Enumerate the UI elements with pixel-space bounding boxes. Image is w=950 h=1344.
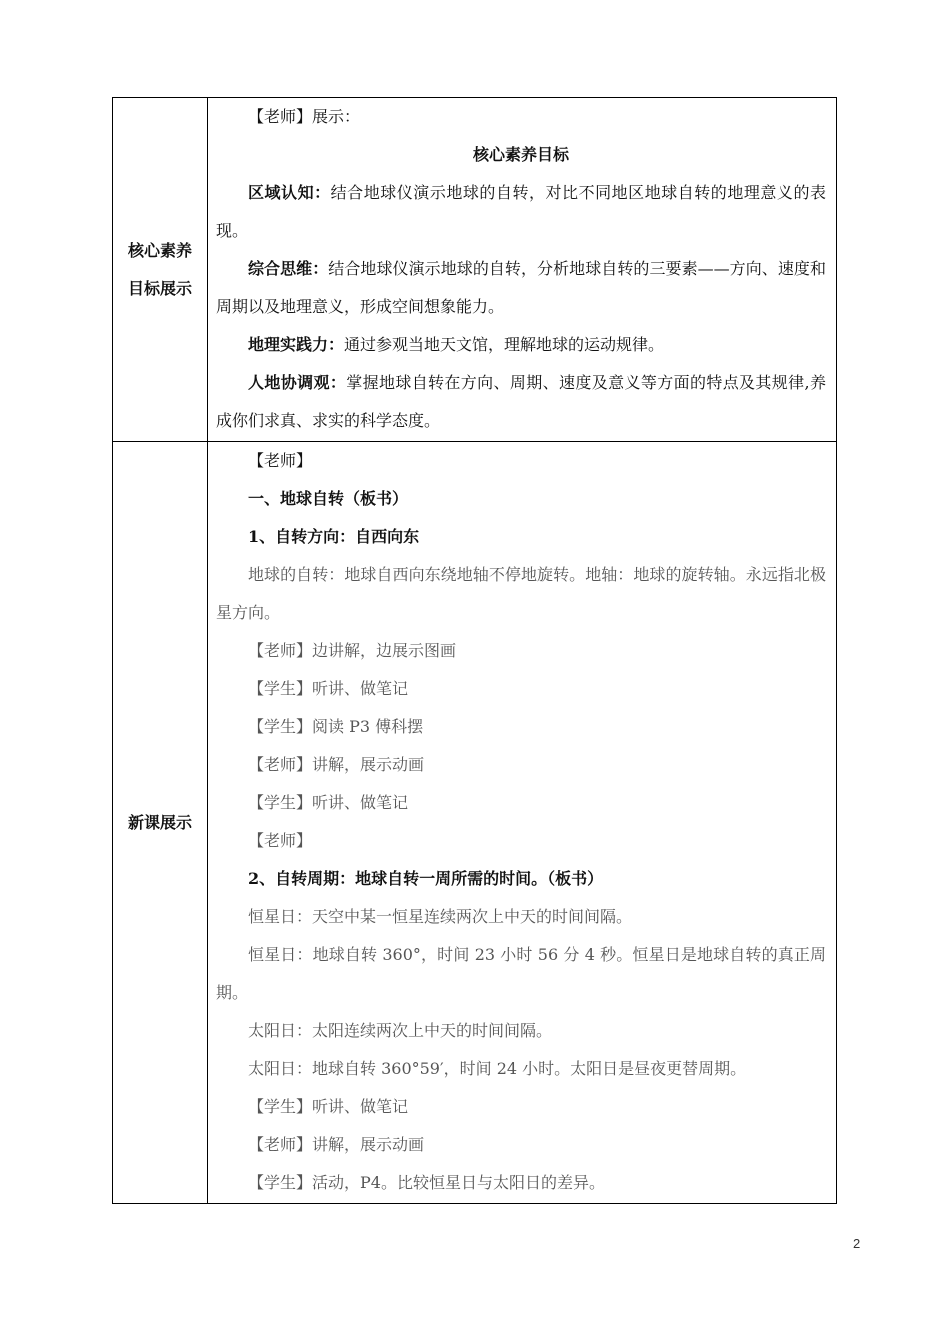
lesson-line: 【老师】讲解，展示动画 bbox=[248, 1135, 425, 1154]
goal-text: 掌握地球自转在方向、周期、速度及意义等方面的特点及其规律,养成你们求真、求实的科学态度。 bbox=[216, 373, 826, 430]
goal-text: 结合地球仪演示地球的自转，对比不同地区地球自转的地理意义的表现。 bbox=[216, 183, 826, 240]
lesson-line: 【学生】阅读 P3 傅科摆 bbox=[248, 717, 424, 736]
lesson-line: 恒星日：天空中某一恒星连续两次上中天的时间间隔。 bbox=[248, 907, 633, 926]
core-literacy-label-cell bbox=[113, 98, 208, 442]
lesson-line: 【学生】听讲、做笔记 bbox=[248, 793, 409, 812]
goal-item-practice bbox=[216, 326, 826, 364]
core-literacy-label-line2: 目标展示 bbox=[127, 278, 192, 298]
goal-item-thinking bbox=[216, 250, 826, 326]
lesson-line: 【老师】 bbox=[248, 831, 313, 850]
page-number: 2 bbox=[853, 1236, 861, 1251]
new-lesson-label: 新课展示 bbox=[127, 812, 192, 832]
goal-title: 地理实践力： bbox=[248, 335, 345, 354]
goal-text: 结合地球仪演示地球的自转，分析地球自转的三要素——方向、速度和周期以及地理意义，形成空间想象能力。 bbox=[216, 259, 826, 316]
lesson-line: 【学生】听讲、做笔记 bbox=[248, 1097, 409, 1116]
lesson-subheading: 1、自转方向：自西向东 bbox=[248, 527, 420, 546]
lesson-heading: 一、地球自转（板书） bbox=[248, 489, 409, 508]
new-lesson-content-cell bbox=[208, 442, 837, 1204]
goal-text: 通过参观当地天文馆，理解地球的运动规律。 bbox=[344, 335, 665, 354]
lesson-table bbox=[112, 97, 837, 1204]
lesson-line: 【老师】 bbox=[248, 451, 313, 470]
lesson-line: 【老师】边讲解，边展示图画 bbox=[248, 641, 457, 660]
goal-title: 区域认知： bbox=[248, 183, 331, 202]
lesson-line: 恒星日：地球自转 360°，时间 23 小时 56 分 4 秒。恒星日是地球自转的真正周期。 bbox=[216, 945, 826, 1002]
intro-line: 【老师】展示： bbox=[248, 107, 361, 126]
lesson-line: 【学生】听讲、做笔记 bbox=[248, 679, 409, 698]
goal-title: 综合思维： bbox=[248, 259, 329, 278]
lesson-line: 太阳日：太阳连续两次上中天的时间间隔。 bbox=[248, 1021, 553, 1040]
new-lesson-row bbox=[113, 442, 837, 1204]
goal-title: 人地协调观： bbox=[248, 373, 347, 392]
goal-item-regional bbox=[216, 174, 826, 250]
lesson-line: 【老师】讲解，展示动画 bbox=[248, 755, 425, 774]
goals-heading: 核心素养目标 bbox=[472, 145, 569, 164]
lesson-line: 地球的自转：地球自西向东绕地轴不停地旋转。地轴：地球的旋转轴。永远指北极星方向。 bbox=[216, 565, 826, 622]
lesson-line: 太阳日：地球自转 360°59′，时间 24 小时。太阳日是昼夜更替周期。 bbox=[248, 1059, 747, 1078]
lesson-line: 【学生】活动，P4。比较恒星日与太阳日的差异。 bbox=[248, 1173, 605, 1192]
core-literacy-label-line1: 核心素养 bbox=[127, 240, 192, 260]
lesson-subheading: 2、自转周期：地球自转一周所需的时间。（板书） bbox=[248, 869, 604, 888]
core-literacy-content-cell bbox=[208, 98, 837, 442]
core-literacy-row bbox=[113, 98, 837, 442]
goal-item-harmony bbox=[216, 364, 826, 440]
new-lesson-label-cell bbox=[113, 442, 208, 1204]
